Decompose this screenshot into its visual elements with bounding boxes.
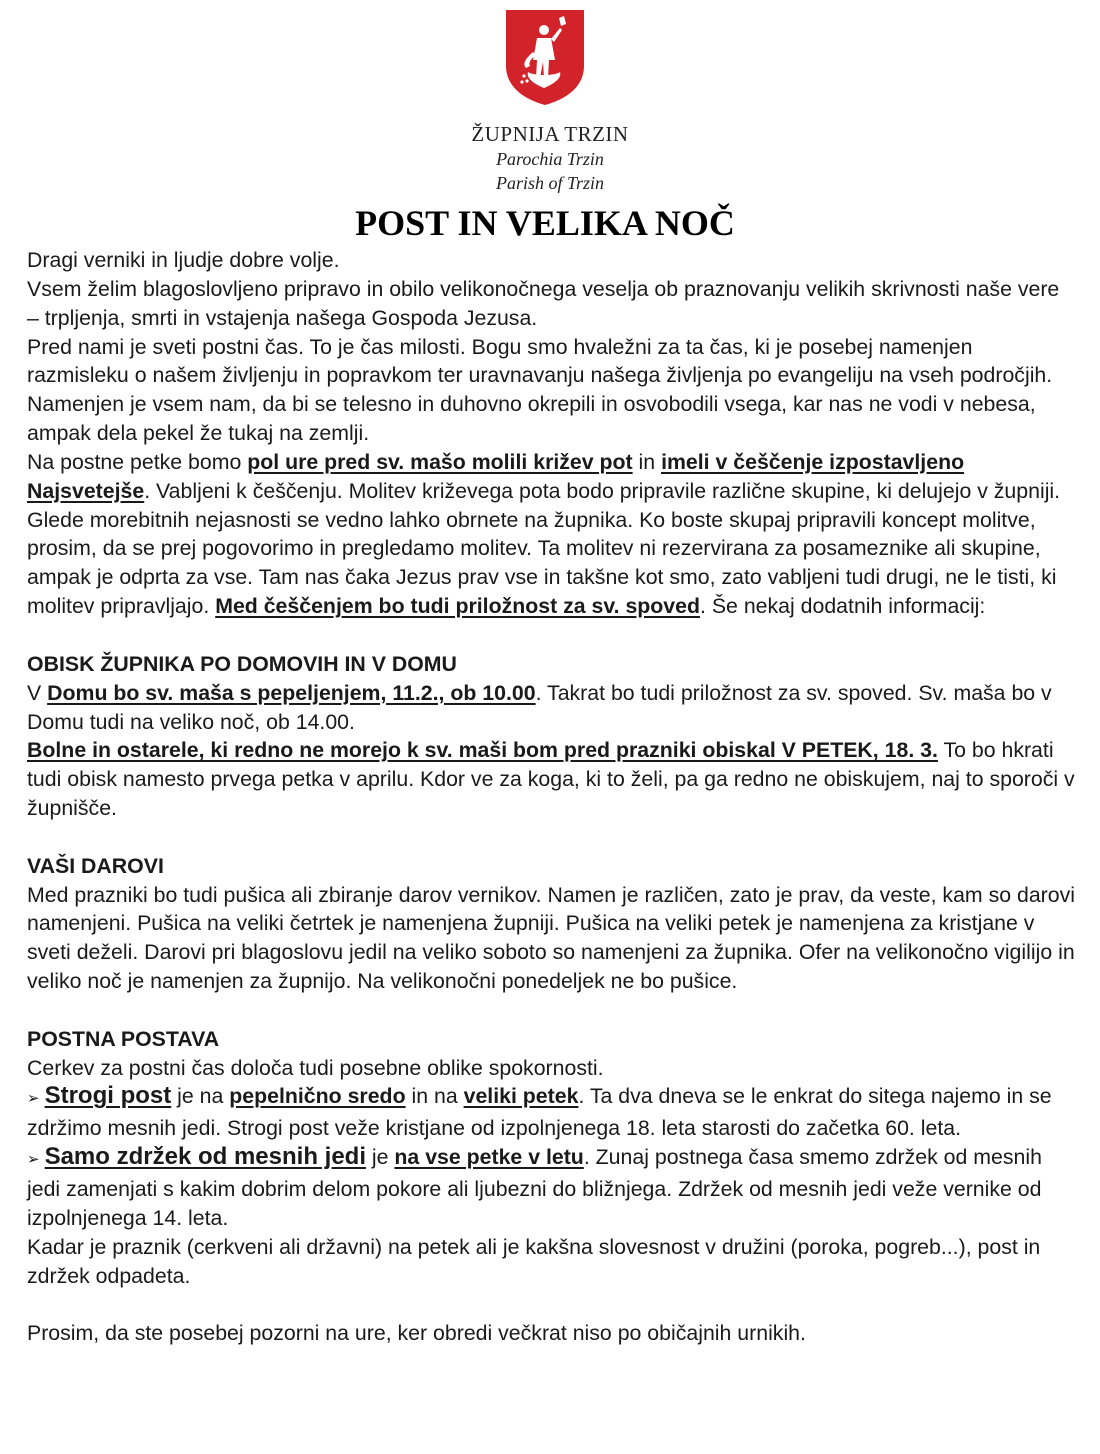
emphasis-way-of-cross: pol ure pred sv. mašo molili križev pot [247,449,633,474]
section-heading-fasting: POSTNA POSTAVA [27,1026,220,1051]
text-run: in na [405,1084,464,1109]
text-run: V [27,680,48,705]
fasting-intro: Cerkev za postni čas določa tudi posebne oblike spokornosti. [27,1055,604,1080]
parish-name-english: Parish of Trzin [495,173,605,193]
emphasis-confession: Med češčenjem bo tudi priložnost za sv. spoved [215,594,701,619]
text-run: . Vabljeni k češčenju. Molitev križevega pota bodo pripravile različne skupine, ki delujejo v župniji. Glede morebitnih nejasnosti se vedno lahko obrnete na župnika. Ko boste skupaj pripravili koncept molitve, prosim, da se prej pogovorimo in pregledamo molitev. Ta molitev ni rezervirana za posameznike ali skupine, ampak je odprta za vse. Tam nas čaka Jezus prav vse in takšne kot smo, zato vabljeni tudi drugi, ne le tisti, ki molitev pripravljajo. [27,478,1061,619]
emphasis-ash-wednesday: pepelnično sredo [229,1084,406,1109]
closing-note: Prosim, da ste posebej pozorni na ure, ker obredi večkrat niso po običajnih urnikih. [27,1321,806,1346]
spacer [27,621,1075,650]
document-body [27,246,1075,1348]
text-run: . Takrat bo tudi priložnost za sv. spoved. Sv. maša bo v Domu tudi na veliko noč, ob 14.00. [27,680,1052,734]
document-title: POST IN VELIKA NOČ [355,203,735,243]
emphasis-strict-fast: Strogi post [44,1082,172,1110]
text-run: . Še nekaj dodatnih informacij: [700,594,986,619]
list-item-strict-fast [27,1082,1075,1143]
lent-paragraph: Pred nami je sveti postni čas. To je čas milosti. Bogu smo hvaležni za ta čas, ki je posebej namenjen razmisleku o našem življenju in popravkom ter uravnavanju našega življenja po evangeliju na vseh področjih. Namenjen je vsem nam, da bi se telesno in duhovno okrepili in osvobodili vsega, kar nas ne vodi v nebesa, ampak dela pekel že tukaj na zemlji. [27,334,1053,446]
emphasis-sick-visits: Bolne in ostarele, ki redno ne morejo k sv. maši bom pred prazniki obiskal V PETEK, 18. 3. [27,738,938,763]
home-mass-paragraph [27,679,1075,737]
parish-name: ŽUPNIJA TRZIN [471,122,629,146]
gifts-paragraph: Med prazniki bo tudi pušica ali zbiranje darov vernikov. Namen je različen, zato je prav, da veste, kam so darovi namenjeni. Pušica na veliki četrtek je namenjena župniji. Pušica na veliki petek je namenjena za kristjane v sveti deželi. Darovi pri blagoslovu jedil na veliko soboto so namenjeni za župnika. Ofer na velikonočno vigilijo in veliko noč je namenjen za župnijo. Na velikonočni ponedeljek ne bo pušice. [27,882,1075,994]
spacer [27,996,1075,1025]
spacer [27,823,1075,852]
text-run: Na postne petke bomo [27,449,248,474]
text-run: je [366,1145,395,1170]
section-heading-gifts: VAŠI DAROVI [27,853,164,878]
easter-wish: Vsem želim blagoslovljeno pripravo in obilo velikonočnega veselja ob praznovanju velikih skrivnosti naše vere – trpljenja, smrti in vstajenja našega Gospoda Jezusa. [27,276,1060,330]
text-run: . Zunaj postnega časa smemo zdržek od mesnih jedi zamenjati s kakim dobrim delom pokore ali ljubezni do bližnjega. Zdržek od mesnih jedi veže vernike od izpolnjenega 14. leta. [27,1145,1042,1230]
emphasis-good-friday: veliki petek [463,1084,579,1109]
list-item-abstinence [27,1143,1075,1233]
text-run: To bo hkrati tudi obisk namesto prvega petka v aprilu. Kdor ve za koga, ki to želi, pa ga redno ne obiskujem, naj to sporoči v župnišče. [27,738,1075,821]
lenten-fridays-paragraph [27,448,1075,621]
text-run: in [632,449,662,474]
greeting: Dragi verniki in ljudje dobre volje. [27,248,340,272]
emphasis-abstinence: Samo zdržek od mesnih jedi [44,1143,366,1171]
parish-coat-of-arms-icon [504,8,586,106]
emphasis-adoration: imeli v češčenje izpostavljeno Najsvetejše [27,449,965,503]
parish-name-latin: Parochia Trzin [496,149,604,169]
sick-visits-paragraph [27,736,1075,823]
emphasis-ash-mass: Domu bo sv. maša s pepeljenjem, 11.2., ob 10.00 [47,680,536,705]
section-heading-visits: OBISK ŽUPNIKA PO DOMOVIH IN V DOMU [27,651,457,676]
arrowhead-bullet-icon: ➢ [27,1151,40,1169]
emphasis-all-fridays: na vse petke v letu [394,1145,584,1170]
text-run: je na [171,1084,230,1109]
text-run: . Ta dva dneva se le enkrat do sitega najemo in se zdržimo mesnih jedi. Strogi post veže kristjane od izpolnjenega 18. leta starosti do začetka 60. leta. [27,1084,1052,1141]
spacer [27,1290,1075,1319]
fasting-exception: Kadar je praznik (cerkveni ali državni) na petek ali je kakšna slovesnost v družini (poroka, pogreb...), post in zdržek odpadeta. [27,1234,1041,1288]
arrowhead-bullet-icon: ➢ [27,1090,40,1108]
